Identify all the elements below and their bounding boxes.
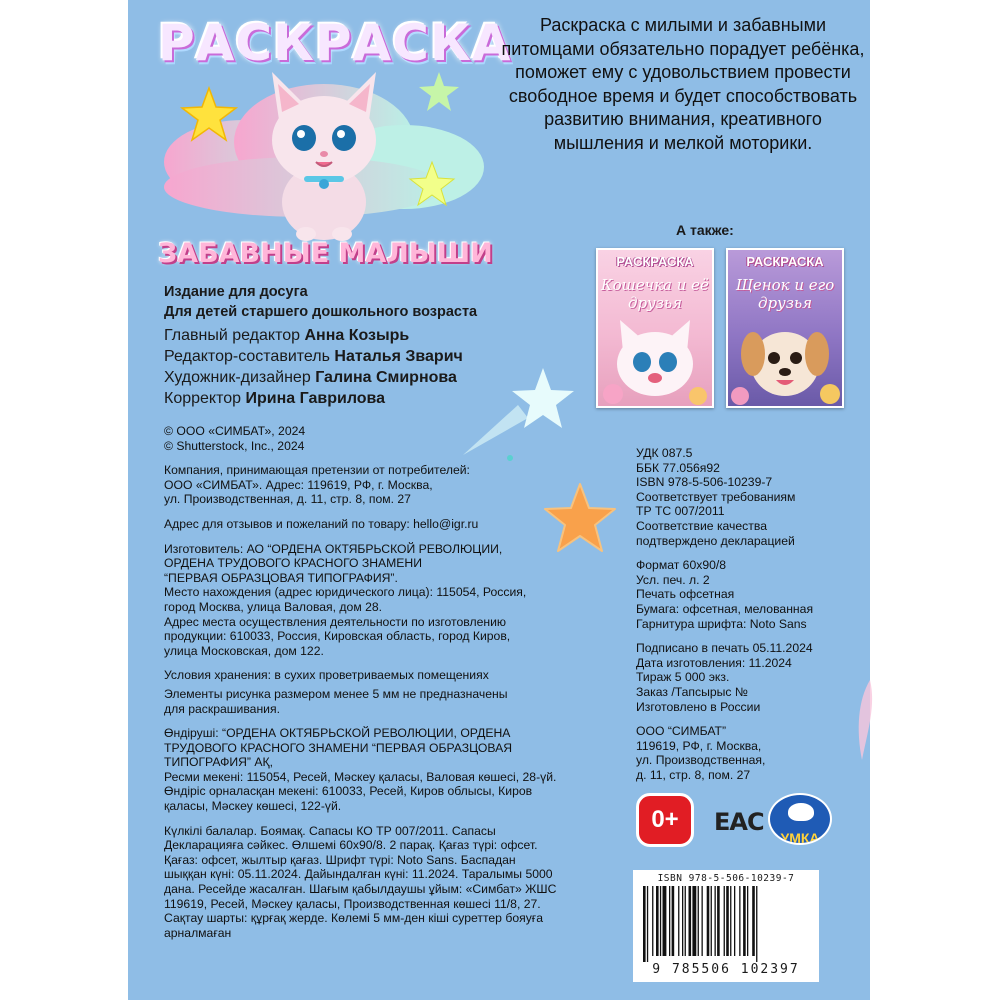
print-line: Дата изготовления: 11.2024 <box>636 655 792 670</box>
staff-role: Корректор <box>164 390 242 407</box>
barcode <box>633 870 819 982</box>
feather-icon <box>850 680 880 760</box>
barcode-bar <box>702 886 703 956</box>
kazakh-line: Өндіріс орналасқан мекені: 610033, Ресей, Киров облысы, Киров <box>164 784 533 799</box>
staff-name: Анна Козырь <box>304 327 410 344</box>
manufacturer-line: “ПЕРВАЯ ОБРАЗЦОВАЯ ТИПОГРАФИЯ”. <box>164 570 398 585</box>
kitten-icon <box>272 72 376 241</box>
copyright-line: © Shutterstock, Inc., 2024 <box>164 438 305 453</box>
related-book-puppy <box>726 248 844 408</box>
star-icon <box>419 72 459 111</box>
barcode-bar <box>685 886 686 956</box>
kazakh-line: қаласы, Мәскеу көшесі, 122-үй. <box>164 799 342 814</box>
brand-name: УМКА <box>780 830 820 845</box>
staff-row <box>164 367 463 388</box>
kitten-illustration <box>154 62 494 242</box>
barcode-bar <box>672 886 675 956</box>
barcode-bar <box>717 886 720 956</box>
elements-line: для раскрашивания. <box>164 701 280 716</box>
manufacturer-line: улица Московская, дом 122. <box>164 643 324 658</box>
barcode-bar <box>678 886 679 956</box>
copyright-block <box>164 424 556 940</box>
puppy-face-icon <box>728 312 842 406</box>
storage-line: Условия хранения: в сухих проветриваемых помещениях <box>164 668 489 683</box>
format-line: Гарнитура шрифта: Noto Sans <box>636 616 807 631</box>
staff-role: Главный редактор <box>164 327 301 344</box>
barcode-bar <box>711 886 712 956</box>
barcode-bar <box>689 886 692 956</box>
cover-title: РАСКРАСКА <box>158 14 512 72</box>
code-line: УДК 087.5 <box>636 446 693 460</box>
manufacturer-line: город Москва, улица Валовая, дом 28. <box>164 599 383 614</box>
code-line: ISBN 978-5-506-10239-7 <box>636 475 773 490</box>
barcode-bar <box>743 886 746 956</box>
kazakh-line: Ресми мекені: 115054, Ресей, Мәскеу қаласы, Валовая көшесі, 28-үй. <box>164 769 557 784</box>
feedback-line: Адрес для отзывов и пожеланий по товару: hello@igr.ru <box>164 516 479 531</box>
staff-row <box>164 388 463 409</box>
format-line: Бумага: офсетная, мелованная <box>636 601 814 616</box>
also-label: А также: <box>676 222 734 238</box>
kazakh-line: Күлкілі балалар. Боямақ. Сапасы КО ТР 007/2011. Сапасы <box>164 823 496 838</box>
publication-details <box>636 446 813 782</box>
barcode-number: 9 785506 102397 <box>652 962 800 977</box>
manufacturer-line: продукции: 610033, Россия, Кировская область, город Киров, <box>164 629 511 644</box>
kazakh-line: ТИПОГРАФИЯ” АҚ, <box>164 755 273 770</box>
related-book-title: РАСКРАСКА <box>616 254 694 269</box>
format-line: Усл. печ. л. 2 <box>636 572 710 587</box>
age-rating-badge: 0+ <box>636 793 694 847</box>
claims-line: ООО «СИМБАТ». Адрес: 119619, РФ, г. Москва, <box>164 477 433 492</box>
related-book-kitten <box>596 248 714 408</box>
description-blurb: Раскраска с милыми и забавными питомцами обязательно порадует ребёнка, поможет ему с удовольствием провести свободное время и будет способствовать развитию внимания, креативного мышления и мелкой моторики. <box>501 15 865 153</box>
barcode-bar <box>724 886 725 956</box>
barcode-bar <box>739 886 740 956</box>
publisher-line: ул. Производственная, <box>636 753 766 768</box>
related-book-subtitle: Кошечка и её друзья <box>601 276 709 312</box>
manufacturer-line: Место нахождения (адрес юридического лица): 115054, Россия, <box>164 585 527 600</box>
barcode-bar <box>663 886 667 956</box>
barcode-bar <box>752 886 755 956</box>
barcode-bar <box>715 886 716 956</box>
barcode-bar <box>647 886 648 962</box>
kazakh-line: Декларацияға сәйкес. Өлшемі 60х90/8. 2 парақ. Қағаз түрі: офсет. <box>164 838 538 853</box>
print-line: Изготовлено в России <box>636 699 761 714</box>
barcode-bar <box>726 886 729 956</box>
cover-subtitle: ЗАБАВНЫЕ МАЛЫШИ <box>158 238 493 269</box>
manufacturer-line: ОРДЕНА ТРУДОВОГО КРАСНОГО ЗНАМЕНИ <box>164 556 422 571</box>
barcode-bar <box>652 886 653 956</box>
elements-line: Элементы рисунка размером менее 5 мм не предназначены <box>164 686 508 701</box>
kazakh-line: шыққан күні: 05.11.2024. Дайындалған күні: 11.2024. Таралымы 5000 <box>164 867 553 882</box>
format-line: Формат 60х90/8 <box>636 558 727 573</box>
print-line: Заказ /Тапсырыс № <box>636 684 748 699</box>
copyright-line: © ООО «СИМБАТ», 2024 <box>164 424 306 438</box>
code-line: ТР ТС 007/2011 <box>636 504 725 519</box>
barcode-isbn: ISBN 978-5-506-10239-7 <box>657 873 795 884</box>
code-line: ББК 77.056я92 <box>636 460 720 475</box>
kazakh-line: арналмаған <box>164 925 232 940</box>
eac-mark-icon: ЕАС <box>714 808 764 836</box>
kazakh-line: Қағаз: офсет, жылтыр қағаз. Шрифт түрі: Noto Sans. Баспадан <box>164 852 516 867</box>
barcode-bar <box>707 886 710 956</box>
barcode-bars <box>643 886 809 962</box>
umka-logo <box>768 793 832 845</box>
barcode-bar <box>756 886 757 962</box>
edition-info <box>164 282 477 322</box>
barcode-bar <box>698 886 699 956</box>
related-book-title: РАСКРАСКА <box>746 254 824 269</box>
print-line: Тираж 5 000 экз. <box>636 670 730 685</box>
barcode-bar <box>692 886 696 956</box>
kazakh-line: 119619, Ресей, Мәскеу қаласы, Производственная көшесі 11/8, 27. <box>164 896 541 911</box>
audience: Для детей старшего дошкольного возраста <box>164 304 478 320</box>
book-back-cover <box>128 0 870 1000</box>
claims-line: ул. Производственная, д. 11, стр. 8, пом. 27 <box>164 492 411 507</box>
barcode-bar <box>682 886 683 956</box>
barcode-bar <box>747 886 748 956</box>
code-line: подтверждено декларацией <box>636 533 795 548</box>
related-book-subtitle: Щенок и его друзья <box>735 276 835 312</box>
publisher-line: 119619, РФ, г. Москва, <box>636 738 762 753</box>
staff-list <box>164 325 463 409</box>
kazakh-line: ТРУДОВОГО КРАСНОГО ЗНАМЕНИ “ПЕРВАЯ ОБРАЗЦОВАЯ <box>164 740 513 755</box>
print-line: Подписано в печать 05.11.2024 <box>636 641 813 656</box>
kazakh-line: дана. Ресейде жасалған. Шағым қабылдаушы ұйым: «Симбат» ЖШС <box>164 882 557 897</box>
publisher-line: ООО “СИМБАТ” <box>636 724 727 739</box>
kazakh-line: Сақтау шарты: құрғақ жерде. Көлемі 5 мм-ден кіші суреттер бояуға <box>164 911 544 926</box>
barcode-bar <box>734 886 735 956</box>
kazakh-line: Өндіруші: “ОРДЕНА ОКТЯБРЬСКОЙ РЕВОЛЮЦИИ, ОРДЕНА <box>164 726 511 741</box>
barcode-bar <box>643 886 646 962</box>
staff-role: Редактор-составитель <box>164 348 330 365</box>
barcode-bar <box>656 886 659 956</box>
format-line: Печать офсетная <box>636 587 735 602</box>
staff-name: Галина Смирнова <box>315 369 457 386</box>
publisher-line: д. 11, стр. 8, пом. 27 <box>636 767 751 782</box>
barcode-bar <box>660 886 661 956</box>
staff-role: Художник-дизайнер <box>164 369 311 386</box>
code-line: Соответствует требованиям <box>636 489 796 504</box>
claims-line: Компания, принимающая претензии от потребителей: <box>164 463 470 478</box>
manufacturer-line: Адрес места осуществления деятельности по изготовлению <box>164 614 507 629</box>
staff-row <box>164 346 463 367</box>
staff-row <box>164 325 463 346</box>
staff-name: Ирина Гаврилова <box>245 390 386 407</box>
edition-type: Издание для досуга <box>164 284 308 300</box>
barcode-bar <box>730 886 731 956</box>
code-line: Соответствие качества <box>636 518 767 533</box>
barcode-bar <box>669 886 670 956</box>
bear-icon <box>788 803 814 821</box>
kitten-face-icon <box>598 312 712 406</box>
manufacturer-line: Изготовитель: АО “ОРДЕНА ОКТЯБРЬСКОЙ РЕВОЛЮЦИИ, <box>164 541 503 556</box>
staff-name: Наталья Зварич <box>334 348 463 365</box>
